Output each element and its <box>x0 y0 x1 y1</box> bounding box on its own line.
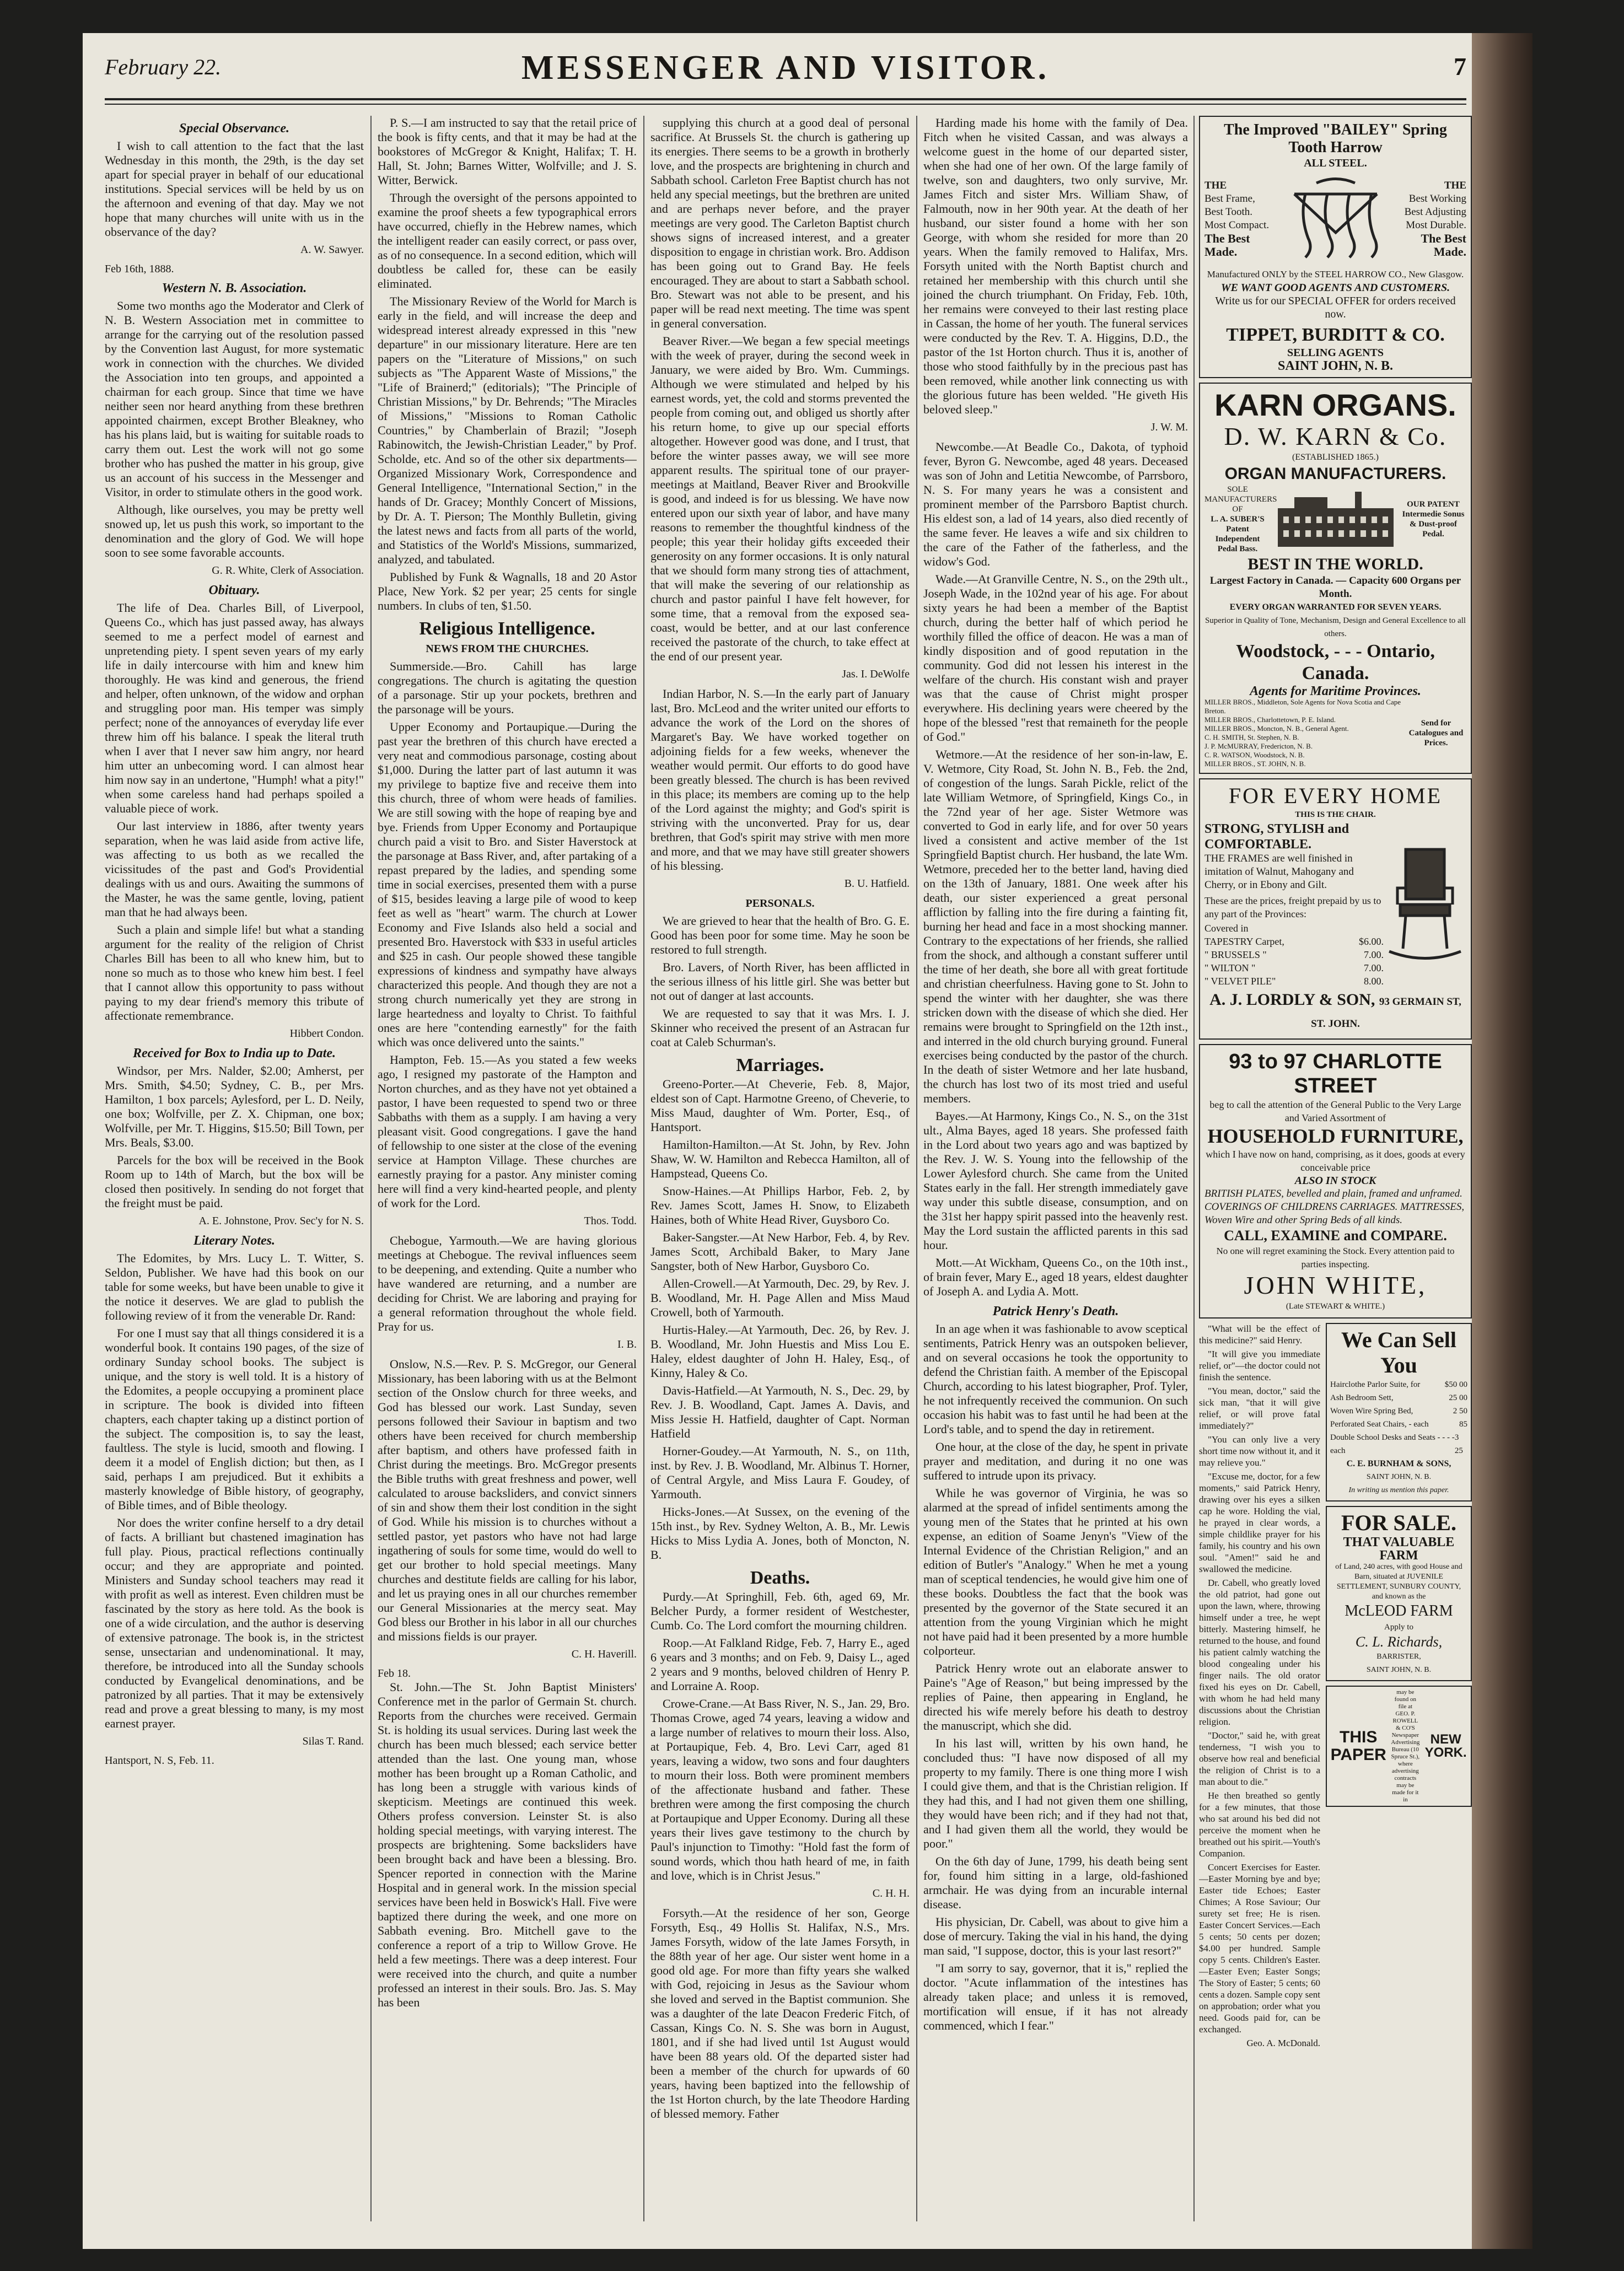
burnham-city: SAINT JOHN, N. B. <box>1366 1473 1432 1481</box>
ad-title: KARN ORGANS. <box>1214 388 1456 422</box>
chair-covering: " VELVET PILE" <box>1204 976 1276 987</box>
article-heading: Western N. B. Association. <box>162 281 307 295</box>
article-text: "What will be the effect of this medicine?" said Henry. <box>1199 1323 1320 1346</box>
article-text: Such a plain and simple life! but what a standing argument for the reality of the religion of Christ Charles Bill has been to all who knew him, but to none so much as to those who knew him best. I feel that I cannot allow this opportunity to pass without paying to my dear friend's memory this tribute of affectionate remembrance. <box>105 923 364 1023</box>
chair-price-list <box>1204 922 1384 988</box>
ad-title: The Improved "BAILEY" Spring Tooth Harrow <box>1224 121 1447 156</box>
agent-entry: J. P. McMURRAY, Fredericton, N. B. <box>1204 742 1313 750</box>
article-heading: Special Observance. <box>179 121 289 136</box>
factory-illustration <box>1272 486 1399 552</box>
chair-price: 7.00. <box>1364 962 1384 973</box>
ad-title: We Can Sell You <box>1341 1327 1456 1377</box>
this-paper-ad <box>1326 1686 1472 1807</box>
article-text: "You mean, doctor," said the sick man, "that it will give relief, or will prove fatal immediately?" <box>1199 1386 1320 1431</box>
signature: Thos. Todd. <box>584 1215 637 1227</box>
marriage-notice: Snow-Haines.—At Phillips Harbor, Feb. 2, by Rev. James Scott, James H. Snow, to Elizabeth Haines, both of White Head River, Guysboro Co. <box>650 1184 910 1226</box>
article-text: Windsor, per Mrs. Nalder, $2.00; Amherst, per Mrs. Smith, $4.50; Sydney, C. B., per Mrs. Hamilton, 1 box parcels; Aylesford, per L. D. Neily, one box; Wolfville, per Z. X. Chipman, one box; Wolfville, per Mr. T. Higgins, $15.50; Bill Town, per Mrs. Beals, $3.00. <box>105 1064 364 1149</box>
marriage-notice: Hicks-Jones.—At Sussex, on the evening of the 15th inst., by Rev. Sydney Welton, A. B., Mr. Lewis Hicks to Miss Lydia A. Jones, both of Moncton, N. B. <box>650 1505 910 1562</box>
section-heading: Marriages. <box>736 1055 824 1075</box>
article-heading: Received for Box to India up to Date. <box>133 1046 336 1061</box>
article-text: Dr. Cabell, who greatly loved the old patriot, had gone out upon the lawn, where, throwing himself under a tree, he wept bitterly. Mastering himself, he returned to the house, and found his patient calmly watching the blood congealing under his finger nails. The old orator fixed his eyes on Dr. Cabell, with whom he had held many discussions about the Christian religion. <box>1199 1578 1320 1727</box>
ad-agents: WE WANT GOOD AGENTS AND CUSTOMERS. <box>1220 282 1450 294</box>
signature: J. W. M. <box>1150 421 1188 433</box>
feature-text: THE <box>1204 180 1227 191</box>
dateline: Hantsport, N. S, Feb. 11. <box>105 1755 214 1767</box>
this-paper-city: NEW YORK. <box>1424 1732 1467 1760</box>
karn-left-text <box>1204 485 1277 554</box>
section-heading: Deaths. <box>750 1568 810 1588</box>
ad-title: 93 to 97 CHARLOTTE STREET <box>1229 1050 1442 1097</box>
karn-manufacturers: ORGAN MANUFACTURERS. <box>1224 465 1446 483</box>
column-divider <box>1193 116 1195 2221</box>
death-notice: Mott.—At Wickham, Queens Co., on the 10th inst., of brain fever, Mary E., aged 18 years, eldest daughter of Joseph A. and Lydia A. Mott. <box>923 1256 1188 1298</box>
signature: Silas T. Rand. <box>302 1735 364 1747</box>
article-text: He then breathed so gently for a few minutes, that those who sat around his bed did not perceive the moment when he breathed out his spirit.—Youth's Companion. <box>1199 1790 1320 1859</box>
mcleod-farm-ad <box>1326 1506 1472 1681</box>
marriage-notice: Horner-Goudey.—At Yarmouth, N. S., on 11th, inst. by Rev. J. B. Woodland, Mr. Albinus T. Horner, of Central Argyle, and Miss Laura F. Goudey, of Yarmouth. <box>650 1444 910 1501</box>
signature: Geo. A. McDonald. <box>1246 2038 1320 2048</box>
ad-title: FOR SALE. <box>1341 1510 1456 1535</box>
death-notice: Crowe-Crane.—At Bass River, N. S., Jan. 29, Bro. Thomas Crowe, aged 74 years, leaving a widow and a large number of relatives to mourn their loss. Also, at Portaupique, Feb. 4, Bro. Levi Carr, aged 81 years, leaving a widow, two sons and four daughters to mourn their loss. Both were prominent members of the affectionate husband and father. These brethren were among the first composing the church at Portaupique and Upper Economy. During all these years their lives gave testimony to the church by Paul's injunction to Timothy: "Hold fast the form of sound words, which thou hath heard of me, in faith and love, which is in Christ Jesus." <box>650 1697 910 1882</box>
harrow-features-right <box>1395 179 1466 259</box>
marriage-notice: Greeno-Porter.—At Cheverie, Feb. 8, Major, eldest son of Capt. Harmotne Greeno, of Cheverie, to Miss Maud, daughter of Wm. Porter, Esq., of Hantsport. <box>650 1077 910 1134</box>
chair-price: $6.00. <box>1359 936 1384 947</box>
article-text: Summerside.—Bro. Cahill has large congregations. The church is agitating the question of a parsonage. Stir up your pockets, brethren and the parsonage will be yours. <box>378 659 637 716</box>
death-notice: Newcombe.—At Beadle Co., Dakota, of typhoid fever, Byron G. Newcombe, aged 48 years. Deceased was son of John and Letitia Newcombe, of Parrsboro, N. S. For many years he was a consistent and prominent member of the Parrsboro Baptist church. His eldest son, a lad of 14 years, also died recently of the same fever. He leaves a wife and six children to the care of the Father of the fatherless, and the widow's God. <box>923 440 1188 568</box>
signature: Hibbert Condon. <box>289 1027 364 1040</box>
agent-entry: MILLER BROS., ST. JOHN, N. B. <box>1204 760 1306 768</box>
article-text: Bro. Lavers, of North River, has been afflicted in the serious illness of his little girl. She was better but not out of danger at last accounts. <box>650 960 910 1003</box>
karn-sole: SOLE MANUFACTURERS OF <box>1204 485 1277 514</box>
chair-price-row <box>1204 961 1384 975</box>
lordly-name: A. J. LORDLY & SON, <box>1209 991 1375 1009</box>
rocking-chair-illustration <box>1384 844 1466 965</box>
column-divider <box>643 116 644 2221</box>
newspaper-page <box>83 33 1532 2249</box>
masthead <box>105 49 1466 93</box>
item-price: 25 00 <box>1449 1393 1467 1402</box>
article-text: In an age when it was fashionable to avow sceptical sentiments, Patrick Henry was an outspoken believer, and on several occasions he took the opportunity to defend the Christian faith. A member of the Episcopal Church, according to his latest biographer, Prof. Tyler, he not infrequently received the communion. On such occasion his habit was to fast until he had been at the Lord's table, and to spend the day in retirement. <box>923 1322 1188 1436</box>
tippet-name: TIPPET, BURDITT & CO. <box>1226 325 1445 345</box>
feature-text: Best Working <box>1408 193 1466 205</box>
price-row <box>1330 1391 1467 1404</box>
item-price: 85 <box>1459 1420 1467 1429</box>
karn-organs-ad <box>1199 383 1472 774</box>
chair-price: 7.00. <box>1364 949 1384 960</box>
death-notice: Harding made his home with the family of Dea. Fitch when he visited Cassan, and was always a welcome guest in the home of our departed sister, when she had one of her own. Of the large family of twelve, son and daughters, two only survive, Mr. James Fitch and sister Mrs. William Shaw, of Falmouth, now in her 90th year. At the death of her husband, our sister found a home with her son George, with whom she resided for more than 20 years. When the family removed to Halifax, Mrs. Forsyth united with the North Baptist church and retained her membership with this church until she joined the church triumphant. On Friday, Feb. 10th, her remains were conveyed to their last resting place in Cassan, the home of her youth. The funeral services were conducted by the Rev. T. A. Higgins, D.D., the pastor of the 1st Horton church. Thus it is, another of those who stood faithfully by in the precious past has been removed, while another link connecting us with the glorious future has been welded. "He giveth His beloved sleep." <box>923 116 1188 416</box>
article-text: Some two months ago the Moderator and Clerk of N. B. Western Association met in committee to arrange for the carrying out of the resolution passed by the Convention last August, for more systematic work in connection with the churches. We divided the Association into ten groups, and appointed a chairman for each group. Since that time we have neither seen nor heard anything from these brethren appointed chairmen, except Brother Bleakney, who has his plans laid, but is waiting for suitable roads to carry them out. Lest the work will not go some brother who has pushed the matter in his group, give us an account of his success in the Messenger and Visitor, in order to stimulate others in the good work. <box>105 299 364 499</box>
bailey-harrow-ad <box>1199 116 1472 378</box>
article-text: We are grieved to hear that the health of Bro. G. E. Good has been poor for some time. May he soon be restored to full strength. <box>650 914 910 956</box>
marriage-notice: Hurtis-Haley.—At Yarmouth, Dec. 26, by Rev. J. B. Woodland, Mr. John Huestis and Miss Lou E. Haley, eldest daughter of John H. Haley, Esq., of Kinny, Haley & Co. <box>650 1323 910 1380</box>
karn-city: Woodstock, - - - Ontario, Canada. <box>1236 641 1435 684</box>
article-text: Patrick Henry wrote out an elaborate answer to Paine's "Age of Reason," but being impressed by the replies of Paine, then appearing in England, he directed his wife merely before his death to destroy the manuscript, which she did. <box>923 1661 1188 1732</box>
article-text: Although, like ourselves, you may be pretty well snowed up, let us push this work, so important to the denomination and the glory of God. We will hope soon to see some favorable accounts. <box>105 503 364 559</box>
signature: B. U. Hatfield. <box>844 878 910 890</box>
chair-price-row <box>1204 948 1384 961</box>
agent-entry: C. R. WATSON, Woodstock, N. B. <box>1204 751 1305 759</box>
karn-superior: Superior in Quality of Tone, Mechanism, Design and General Excellence to all others. <box>1204 616 1466 638</box>
harrow-features-left <box>1204 179 1276 259</box>
column-2 <box>378 116 637 2221</box>
article-text: The life of Dea. Charles Bill, of Liverpool, Queens Co., which has just passed away, has always seemed to me a perfect model of earnest and unpretending piety. I spent seven years of my early life in daily intercourse with him and knew him thoroughly. He was kind and generous, the friend and helper, often unknown, of the widow and orphan and struggling poor man. His temper was simply perfect; none of the annoyances of everyday life ever threw him off his balance. I speak the literal truth when I aver that I never saw him angry, nor heard him utter an unbecoming word. I can almost hear him now say in an undertone, "Humph! what a pity!" when some careless hand had perhaps spoiled a valuable piece of work. <box>105 601 364 815</box>
column-3 <box>650 116 910 2221</box>
feature-text: The Best Made. <box>1421 232 1466 259</box>
tippet-sub: SELLING AGENTS <box>1287 347 1384 359</box>
charlotte-text-2: which I have now on hand, comprising, as it does, goods at every conceivable price <box>1206 1149 1465 1173</box>
article-text: Nor does the writer confine herself to a dry detail of facts. A brilliant but chastened imagination has full play. Pious, practical reflections continually occur; and they are appropriate and pointed. Ministers and Sunday school teachers may read it with profit as well as interest. Even children must be fascinated by the story as here told. As the book is one of a wide circulation, and the author is deserving of extensive patronage. The book is, in the strictest sense, unsectarian and undenominational. It may, therefore, be introduced into all the Sunday schools conducted by Evangelical denominations, and be patronized by all parties. That it may be extensively read and prove a great blessing to many, is my most earnest prayer. <box>105 1516 364 1730</box>
item-price: 3 25 <box>1454 1433 1463 1455</box>
ad-title: FOR EVERY HOME <box>1228 783 1443 808</box>
harrow-illustration <box>1283 172 1388 266</box>
sale-barrister: BARRISTER, <box>1376 1653 1421 1661</box>
signature: C. H. H. <box>872 1887 910 1899</box>
ad-maker: Manufactured ONLY by the STEEL HARROW CO., New Glasgow. <box>1207 269 1464 279</box>
article-text: Onslow, N.S.—Rev. P. S. McGregor, our General Missionary, has been laboring with us at the Belmont section of the Onslow church for three weeks, and God has blessed our work. Last Sunday, seven persons followed their Saviour in baptism and two others have been received for church membership after baptism, and others have professed faith in Christ during the meetings. Bro. McGregor presents the Bible truths with great freshness and power, well calculated to arouse backsliders, and convict sinners of sin and show them their lost condition in the sight of God. While his mission is to churches without a settled pastor, yet pastors who have not had large ingathering of souls for some time, would do well to get our brother to hold special meetings. Many churches and destitute fields are calling for his labor, and let us praying ones in all our churches remember our General Missionaries at the mercy seat. May God bless our Brother in his labor in all our churches and missions fields is our prayer. <box>378 1357 637 1643</box>
john-white-ad <box>1199 1044 1472 1319</box>
article-text: I wish to call attention to the fact that the last Wednesday in this month, the 29th, is the day set apart for special prayer in behalf of our educational institutions. Special services will be held by us on the afternoon and evening of that day. May we not hope that many churches will unite with us in the observance of the day? <box>105 139 364 239</box>
issue-date: February 22. <box>105 55 222 79</box>
item-name: Ash Bedroom Sett, <box>1330 1393 1394 1402</box>
dateline: Feb 16th, 1888. <box>105 263 174 275</box>
karn-warranted: EVERY ORGAN WARRANTED FOR SEVEN YEARS. <box>1229 602 1442 612</box>
charlotte-stock: ALSO IN STOCK <box>1294 1175 1376 1187</box>
article-text: "Excuse me, doctor, for a few moments," said Patrick Henry, drawing over his eyes a silken cap he wore. Holding the vial, he prayed in clear words, a simple childlike prayer for his family, his country and his own soul. "Amen!" said he and swallowed the medicine. <box>1199 1471 1320 1574</box>
dateline: Feb 18. <box>378 1667 411 1680</box>
karn-patent: OUR PATENT Intermedie Sonus & Dust-proof Pedal. <box>1402 500 1465 539</box>
section-heading: Religious Intelligence. <box>419 618 595 639</box>
death-notice: Purdy.—At Springhill, Feb. 6th, aged 69, Mr. Belcher Purdy, a former resident of Westchester, Cumb. Co. The Lord comfort the mourning children. <box>650 1590 910 1632</box>
article-text: Hampton, Feb. 15.—As you stated a few weeks ago, I resigned my pastorate of the Hampton and Norton churches, and as they have not yet obtained a pastor, I have been requested to spend two or three Sabbaths with them as a supply. I am having a very pleasant visit. Good congregations. I gave the hand of fellowship to one sister at the close of the evening service at Hampton Village. These churches are earnestly praying for a pastor. Any minister coming here will find a very kind-hearted people, and plenty of work for the Lord. <box>378 1053 637 1210</box>
sub-heading: PERSONALS. <box>745 897 815 910</box>
sub-heading: NEWS FROM THE CHURCHES. <box>426 643 589 655</box>
column-5-ads <box>1199 116 1472 2221</box>
article-heading: Literary Notes. <box>193 1234 275 1248</box>
agent-entry: MILLER BROS., Middleton, Sole Agents for Nova Scotia and Cape Breton. <box>1204 698 1401 715</box>
price-row <box>1330 1431 1467 1457</box>
newspaper-title: MESSENGER AND VISITOR. <box>521 49 1050 87</box>
chair-price: 8.00. <box>1364 976 1384 987</box>
death-notice: Wade.—At Granville Centre, N. S., on the 29th ult., Joseph Wade, in the 102nd year of his age. For about sixty years he had been a member of the Baptist church, during the better half of which period he worthily filled the office of deacon. He was a man of kindly disposition and of good reputation in the community. God did not lessen his interest in the welfare of the church. His constant wish and prayer was that the cause of Christ might prosper everywhere. His declining years were cheered by the hope of the blessed "rest that remaineth for the people of God." <box>923 572 1188 744</box>
item-name: Double School Desks and Seats - - - - each <box>1330 1433 1455 1455</box>
charlotte-text: beg to call the attention of the General Public to the Very Large and Varied Assortment of <box>1209 1099 1461 1123</box>
chair-covered-label: Covered in <box>1204 923 1249 934</box>
column-divider <box>370 116 372 2221</box>
chair-text-block <box>1204 821 1384 988</box>
karn-company: D. W. KARN & Co. <box>1224 422 1447 450</box>
burnham-note: In writing us mention this paper. <box>1348 1486 1449 1494</box>
marriage-notice: Davis-Hatfield.—At Yarmouth, N. S., Dec. 29, by Rev. J. B. Woodland, Capt. James A. Davis, and Miss Jessie H. Hatfield, daughter of Capt. Norman Hatfield <box>650 1384 910 1440</box>
concert-ad: Concert Exercises for Easter.—Easter Morning bye and bye; Easter tide Echoes; Easter Chimes; A Rose Saviour; Our surety set free; He is risen. Easter Concert Services.—Each 5 cents; 50 cents per dozen; $4.00 per hundred. Sample copy 5 cents. Children's Easter.—Easter Even; Easter Songs; The Story of Easter; 5 cents; 60 cents a dozen. Sample copy sent on approbation; order what you need. Goods paid for, can be exchanged. <box>1199 1862 1320 2035</box>
article-text: Published by Funk & Wagnalls, 18 and 20 Astor Place, New York. $2 per year; 25 cents for single numbers. In clubs of ten, $1.50. <box>378 570 637 612</box>
article-text: "I am sorry to say, governor, that it is," replied the doctor. "Acute inflammation of the intestines has already taken place; and unless it is removed, mortification will ensue, if it has not already commenced, which I fear." <box>923 1961 1188 2032</box>
tippet-city: SAINT JOHN, N. B. <box>1278 359 1393 373</box>
column-4 <box>923 116 1188 2221</box>
price-row <box>1330 1404 1467 1418</box>
price-row <box>1330 1378 1467 1391</box>
agent-entry: C. H. SMITH, St. Stephen, N. B. <box>1204 733 1299 741</box>
this-paper-text: may be found on file at GEO. P. ROWELL & CO'S Newspaper Advertising Bureau (10 Spruce St.), where advertising contracts may be made for it in <box>1391 1689 1420 1803</box>
ad-subtitle: ALL STEEL. <box>1304 157 1367 169</box>
death-notice: Forsyth.—At the residence of her son, George Forsyth, Esq., 49 Hollis St. Halifax, N.S., Mrs. James Forsyth, widow of the late James Forsyth, in the 88th year of her age. Our sister went home in a good old age. For more than fifty years she walked with God, rejoicing in Jesus as the Saviour whom she loved and served in the Baptist communion. She was a daughter of the late Deacon Frederic Fitch, of Cassan, Kings Co. N. S. She was born in August, 1801, and if she had lived until 1st August would have been 88 years old. Of the departed sister had been a member of the church for upwards of 60 years, having been baptized into the fellowship of the 1st Horton church, by the late Theodore Harding of blessed memory. Father <box>650 1906 910 2121</box>
article-text: Beaver River.—We began a few special meetings with the week of prayer, during the second week in January, we were aided by Bro. Wm. Cummings. Although we were stimulated and helped by his earnest words, yet, the cold and storms prevented the people from coming out, and obliged us shortly after his return home, to give up our special efforts altogether. However good was done, and I trust, that before the winter passes away, we will see more apparent results. The spiritual tone of our prayer-meetings at Maitland, Beaver River and Brookville is good, and indeed is for us blessing. We have now entered upon our sixth year of labor, and have many reasons to remember the thoughtful kindness of the people; this year their holiday gifts exceeded their generosity on any former occasions. It is only natural that we should form many strong ties of attachment, that will make the severing of our relationship as church and pastor painful I have felt however, for some time, that a removal from the exposed sea-coast, would be better, and at our last conference received the pastorate of the church, to take effect at the end of our present year. <box>650 334 910 663</box>
article-text: Chebogue, Yarmouth.—We are having glorious meetings at Chebogue. The revival influences seem to be deepening, and extending. Quite a number who have wandered are returning, and a number are deciding for Christ. We are laboring and praying for a general reformation throughout the whole field. Pray for us. <box>378 1234 637 1333</box>
john-white-sub: (Late STEWART & WHITE.) <box>1286 1302 1385 1311</box>
signature: C. H. Haverill. <box>571 1648 637 1660</box>
item-name: Perforated Seat Chairs, - each <box>1330 1420 1429 1429</box>
marriage-notice: Allen-Crowell.—At Yarmouth, Dec. 29, by Rev. J. B. Woodland, Mr. H. Page Allen and Miss Maud Crowell, both of Yarmouth. <box>650 1277 910 1319</box>
article-text: Parcels for the box will be received in the Book Room up to 14th of March, but the box will be closed then positively. In sending do not forget that the freight must be paid. <box>105 1153 364 1210</box>
this-paper-title: THIS PAPER <box>1330 1728 1386 1764</box>
column-1 <box>105 116 364 2221</box>
item-price: 2 50 <box>1453 1407 1467 1416</box>
chair-price-row <box>1204 935 1384 948</box>
sale-farm: THAT VALUABLE FARM <box>1343 1535 1455 1563</box>
feature-text: Best Adjusting <box>1404 206 1466 218</box>
page-binding <box>1472 33 1532 2249</box>
article-text: Upper Economy and Portaupique.—During the past year the brethren of this church have erected a very neat and commodious parsonage, costing about $1,000. During the latter part of last autumn it was my privilege to baptize five and receive them into this church, three of whom were heads of families. We are still sowing with the hope of reaping bye and bye. Friends from Upper Economy and Portaupique church paid a visit to Bro. and Sister Haverstock at the parsonage at Bass River, and, after partaking of a repast prepared by the ladies, and spending some time in social exercises, presented them with a purse of $15, besides leaving a large pile of wood to keep feet as well as "heart" warm. The church at Lower Economy and Five Islands also held a social and presented Bro. Haverstock with $33 in useful articles and $25 in cash. Our people showed these tangible expressions of kindness and sympathy have always characterized this people. And though they are not a strong church numerically yet they are strong in large heartedness and loyalty to Christ. To faithful ones are here "contending earnestly" for the faith which was once delivered unto the saints." <box>378 720 637 1049</box>
patrick-henry-continued <box>1199 1323 1320 2049</box>
burnham-firm: C. E. BURNHAM & SONS, <box>1346 1459 1451 1468</box>
sale-apply: Apply to <box>1384 1623 1413 1632</box>
charlotte-note: No one will regret examining the Stock. Every attention paid to parties inspecting. <box>1216 1246 1455 1269</box>
chair-price-intro: These are the prices, freight prepaid by us to any part of the Provinces: <box>1204 895 1381 919</box>
chair-price-row <box>1204 975 1384 988</box>
feature-text: THE <box>1444 180 1466 191</box>
chair-strong: STRONG, STYLISH and COMFORTABLE. <box>1204 822 1349 852</box>
charlotte-call: CALL, EXAMINE and COMPARE. <box>1224 1228 1447 1244</box>
article-text: St. John.—The St. John Baptist Ministers' Conference met in the parlor of Germain St. church. Reports from the churches were received. Germain St. is holding its usual services. During last week the church has been much blessed; each service better attended than the last. One young man, whose mother has been brought up a Roman Catholic, and has long been a struggle with various kinds of skepticism. Meetings are continued this week. Others profess conversion. Leinster St. is also holding special meetings, with varying interest. The prospects are brightening. Some backsliders have been brought back and have been a blessing. Bro. Spencer reported in connection with the Marine Hospital and in general work. In the mission special services have been held in Boswick's Hall. Five were baptized there during the week, and one more on Sabbath evening. Bro. Mitchell gave to the conference a report of a trip to Willow Grove. He held a few meetings. There was a deep interest. Four were received into the church, and quite a number professed an interest in their souls. Bro. Jas. S. May has been <box>378 1680 637 2009</box>
karn-factory: Largest Factory in Canada. — Capacity 600 Organs per Month. <box>1209 575 1461 600</box>
feature-text: Best Tooth. <box>1204 206 1252 218</box>
death-notice: Bayes.—At Harmony, Kings Co., N. S., on the 31st ult., Alma Bayes, aged 18 years. She professed faith in the Lord about two years ago and was baptized by the Rev. J. W. S. Young into the fellowship of the Lower Aylesford church. She came from the United States early in the fall. Her strength immediately gave way under this subtle disease, consumption, and on the 31st her happy spirit passed into the heavenly rest. May the Lord sustain the afflicted parents in this sad hour. <box>923 1109 1188 1252</box>
article-text: While he was governor of Virginia, he was so alarmed at the spread of infidel sentiments among the young men of the States that he printed at his own expense, an edition of Soame Jenyn's "View of the Internal Evidence of the Christian Religion," and an edition of Butler's "Analogy." When he met a young man of sceptical tendencies, he would give him one of these books. Doubtless the fact that the book was presented by the governor of the State secured it an attention from the young Virginian which he might not have paid had it been presented by a more humble colporteur. <box>923 1486 1188 1657</box>
article-text: For one I must say that all things considered it is a wonderful book. It contains 190 pages, of the size of ordinary Sunday school books. The subject is unique, and the story is well told. It is a history of the Edomites, a people occupying a prominent place in scripture. The book is divided into fifteen chapters, each chapter taking up a distinct portion of the subject. The composition is, to say the least, faultless. The style is lucid, smooth and flowing. I deem it a model of English diction; but then, as I said, perhaps I am prejudiced. But it exhibits a masterly knowledge of Bible history, of geography, of Bible times, and of Bible theology. <box>105 1326 364 1512</box>
sale-mcleod: McLEOD FARM <box>1345 1602 1453 1619</box>
burnham-ad <box>1326 1323 1472 1502</box>
death-notice: Wetmore.—At the residence of her son-in-law, E. V. Wetmore, City Road, St. John N. B., Feb. the 2nd, of congestion of the lungs. Sarah Pickle, relict of the late William Wetmore, of Springfield, Kings Co., in the 72nd year of her age. Sister Wetmore was converted to God in early life, and for over 50 years lived a consistent and active member of the 1st Springfield Baptist church. Her husband, the late Wm. Wetmore, preceded her to the better land, having died on the 13th of January, 1881. One week after his death, our sister experienced a great personal affliction by falling into the fire during a fainting fit, burning her head and face in a most shocking manner. Contrary to the expectations of her friends, she rallied from the shock, and although a constant sufferer until the time of her death, she bore all with great fortitude and christian cheerfulness. Having gone to St. John to spend the winter with her daughter, she was there stricken down with the disease of which she died. Her remains were brought to Springfield on the 12th inst., and interred in the old church burying ground. Funeral exercises being conducted by the pastor of the church. In the death of sister Wetmore and her late husband, the church has lost two of its most tried and useful members. <box>923 747 1188 1105</box>
masthead-rule <box>105 98 1466 100</box>
john-white-name: JOHN WHITE, <box>1244 1271 1427 1299</box>
article-text: supplying this church at a good deal of personal sacrifice. At Brussels St. the church is gathering up its energies. There seems to be a growth in brotherly love, and the prospects are brightening in church and Sabbath school. Carleton Free Baptist church has not held any special meetings, but the brethren are united and are perhaps never before, and the prayer meetings are very good. The Carleton Baptist church shows signs of increased interest, and a greater disposition to engage in christian work. Bro. Addison has been going out to Grand Bay. He feels encouraged. They are about to start a Sabbath school. Bro. Stewart was not able to be present, and his paper will be read next meeting. The time was spent in general conversation. <box>650 116 910 330</box>
karn-agent-list <box>1204 698 1406 768</box>
article-text: We are requested to say that it was Mrs. I. J. Skinner who received the present of an Astracan fur coat at Caleb Schurman's. <box>650 1007 910 1049</box>
article-text: "It will give you immediate relief, or"—the doctor could not finish the sentence. <box>1199 1349 1320 1382</box>
karn-catalog: Send for Catalogues and Prices. <box>1408 719 1464 747</box>
item-name: Woven Wire Spring Bed, <box>1330 1407 1413 1416</box>
article-text: Our last interview in 1886, after twenty years separation, when he was laid aside from active life, was affecting to us both as we recalled the vicissitudes of the past and God's Providential dealings with us and ours. Awaiting the summons of the Master, he was the same gentle, loving, patient man that he had always been. <box>105 819 364 919</box>
ad-offer: Write us for our SPECIAL OFFER for orders received now. <box>1215 295 1456 320</box>
lordly-address: 93 GERMAIN ST, ST. JOHN. <box>1311 996 1461 1030</box>
chair-covering: TAPESTRY Carpet, <box>1204 936 1284 947</box>
masthead-rule-thin <box>105 104 1466 105</box>
item-price: $50 00 <box>1444 1380 1467 1389</box>
column-divider <box>916 116 917 2221</box>
marriage-notice: Hamilton-Hamilton.—At St. John, by Rev. John Shaw, W. W. Hamilton and Rebecca Hamilton, all of Hampstead, Queens Co. <box>650 1138 910 1180</box>
signature: I. B. <box>617 1338 637 1350</box>
feature-text: Most Compact. <box>1204 219 1270 231</box>
agent-entry: MILLER BROS., Charlottetown, P. E. Island. <box>1204 715 1336 724</box>
sale-text: of Land, 240 acres, with good House and Barn, situated at JUVENILE SETTLEMENT, SUNBURY COUNTY, and known as the <box>1335 1563 1462 1601</box>
lordly-chair-ad <box>1199 778 1472 1040</box>
article-heading: Patrick Henry's Death. <box>992 1304 1119 1319</box>
sale-city: SAINT JOHN, N. B. <box>1366 1666 1432 1674</box>
price-row <box>1330 1418 1467 1431</box>
article-text: His physician, Dr. Cabell, was about to give him a dose of mercury. Taking the vial in his hand, the dying man said, "I suppose, doctor, this is your last resort?" <box>923 1915 1188 1957</box>
marriage-notice: Baker-Sangster.—At New Harbor, Feb. 4, by Rev. James Scott, Archibald Baker, to Mary Jane Sangster, both of New Harbor, Guysboro Co. <box>650 1230 910 1273</box>
item-name: Hairclothe Parlor Suite, for <box>1330 1380 1421 1389</box>
article-heading: Obituary. <box>208 583 260 598</box>
agent-entry: MILLER BROS., Moncton, N. B., General Agent. <box>1204 724 1349 733</box>
charlotte-furniture: HOUSEHOLD FURNITURE, <box>1207 1125 1464 1147</box>
death-notice: Roop.—At Falkland Ridge, Feb. 7, Harry E., aged 6 years and 3 months; and on Feb. 9, Daisy L., aged 2 years and 9 months, beloved children of Henry P. and Lorraine A. Roop. <box>650 1636 910 1693</box>
karn-suber: L. A. SUBER'S Patent Independent Pedal Bass. <box>1211 515 1265 553</box>
chair-description: THE FRAMES are well finished in imitation of Walnut, Mahogany and Cherry, or in Ebony and Gilt. <box>1204 853 1354 891</box>
feature-text: Most Durable. <box>1406 219 1466 231</box>
article-text: The Missionary Review of the World for March is early in the field, and will increase the deep and widespread interest already expressed in this "new departure" in our missionary literature. Here are ten papers on the "Literature of Missions," on such subjects as "The Apparent Waste of Missions," the "Life of Brainerd;" (editorials); "The Principle of Christian Missions," by Dr. Behrends; "The Miracles of Missions," "Missions to Roman Catholic Countries," by Chamberlain of Brazil; "Joseph Rabinowitch, the Jewish-Christian Leader," by Prof. Scholde, etc. And so of the other six departments—Organized Missionary Work, Correspondence and General Intelligence, "International Section," in the hands of Dr. Gracey; Monthly Concert of Missions, by Dr. A. T. Pierson; The Monthly Bulletin, giving the latest news and facts from all parts of the world, and Statistics of the World's Missions, summarized, analyzed, and tabulated. <box>378 294 637 566</box>
page-number: 7 <box>1454 52 1466 80</box>
karn-established: (ESTABLISHED 1865.) <box>1292 453 1379 462</box>
charlotte-items: BRITISH PLATES, bevelled and plain, framed and unframed. COVERINGS OF CHILDRENS CARRIAGES. MATTRESSES, Woven Wire and other Spring Beds of all kinds. <box>1204 1188 1465 1226</box>
chair-covering: " BRUSSELS " <box>1204 949 1267 960</box>
article-text: One hour, at the close of the day, he spent in private prayer and meditation, and during it no one was suffered to intrude upon its privacy. <box>923 1440 1188 1482</box>
signature: Jas. I. DeWolfe <box>842 668 910 680</box>
article-text: "You can only live a very short time now without it, and it may relieve you." <box>1199 1434 1320 1468</box>
small-ads <box>1326 1323 1472 2049</box>
ad-subtitle: THIS IS THE CHAIR. <box>1295 810 1376 819</box>
sale-name: C. L. Richards, <box>1355 1634 1443 1650</box>
article-text: Through the oversight of the persons appointed to examine the proof sheets a few typographical errors have occurred, chiefly in the Hebrew names, which the intelligent reader can easily correct, or pass over, as of no consequence. In a second edition, which will doubtless be called for, these can be easily eliminated. <box>378 191 637 290</box>
article-text: In his last will, written by his own hand, he concluded thus: "I have now disposed of all my property to my family. There is one thing more I wish I could give them, and that is the Christian religion. If they had this, and I had not given them one shilling, they would have been rich; and if they had not that, and I had given them all the world, they would be poor." <box>923 1736 1188 1850</box>
article-text: On the 6th day of June, 1799, his death being sent for, found him sitting in a large, old-fashioned armchair. He was dying from an incurable internal disease. <box>923 1854 1188 1911</box>
karn-best: BEST IN THE WORLD. <box>1247 555 1423 573</box>
signature: A. E. Johnstone, Prov. Sec'y for N. S. <box>198 1215 364 1227</box>
feature-text: The Best Made. <box>1204 232 1250 259</box>
article-text: "Doctor," said he, with great tenderness, "I wish you to observe how real and beneficial the religion of Christ is to a man about to die." <box>1199 1730 1320 1787</box>
signature: A. W. Sawyer. <box>300 244 364 256</box>
article-text: The Edomites, by Mrs. Lucy L. T. Witter, S. Seldon, Publisher. We have had this book on our table for some weeks, but have been unable to give it the notice it deserves. We are glad to publish the following review of it from the venerable Dr. Rand: <box>105 1251 364 1322</box>
article-text: P. S.—I am instructed to say that the retail price of the book is fifty cents, and that it may be had at the bookstores of McGregor & Knight, Halifax; T. H. Hall, St. John; Barnes Witter, Wolfville; and J. S. Witter, Berwick. <box>378 116 637 187</box>
karn-agents: Agents for Maritime Provinces. <box>1250 684 1421 698</box>
feature-text: Best Frame, <box>1204 193 1255 205</box>
chair-covering: " WILTON " <box>1204 962 1256 973</box>
signature: G. R. White, Clerk of Association. <box>212 564 364 577</box>
article-text: Indian Harbor, N. S.—In the early part of January last, Bro. McLeod and the writer united our efforts to advance the work of the Lord on the shores of Margaret's Bay. We have worked together on adjoining fields for a few weeks, whenever the weather would permit. Our efforts to do good have been greatly blessed. The church is has been revived in this place; its members are coming up to the help of the Lord against the mighty; and God's spirit is striving with the unconverted. Pray for us, dear brethren, that God's spirit may strive with men more and more, and that we may have still greater showers of his blessing. <box>650 687 910 873</box>
